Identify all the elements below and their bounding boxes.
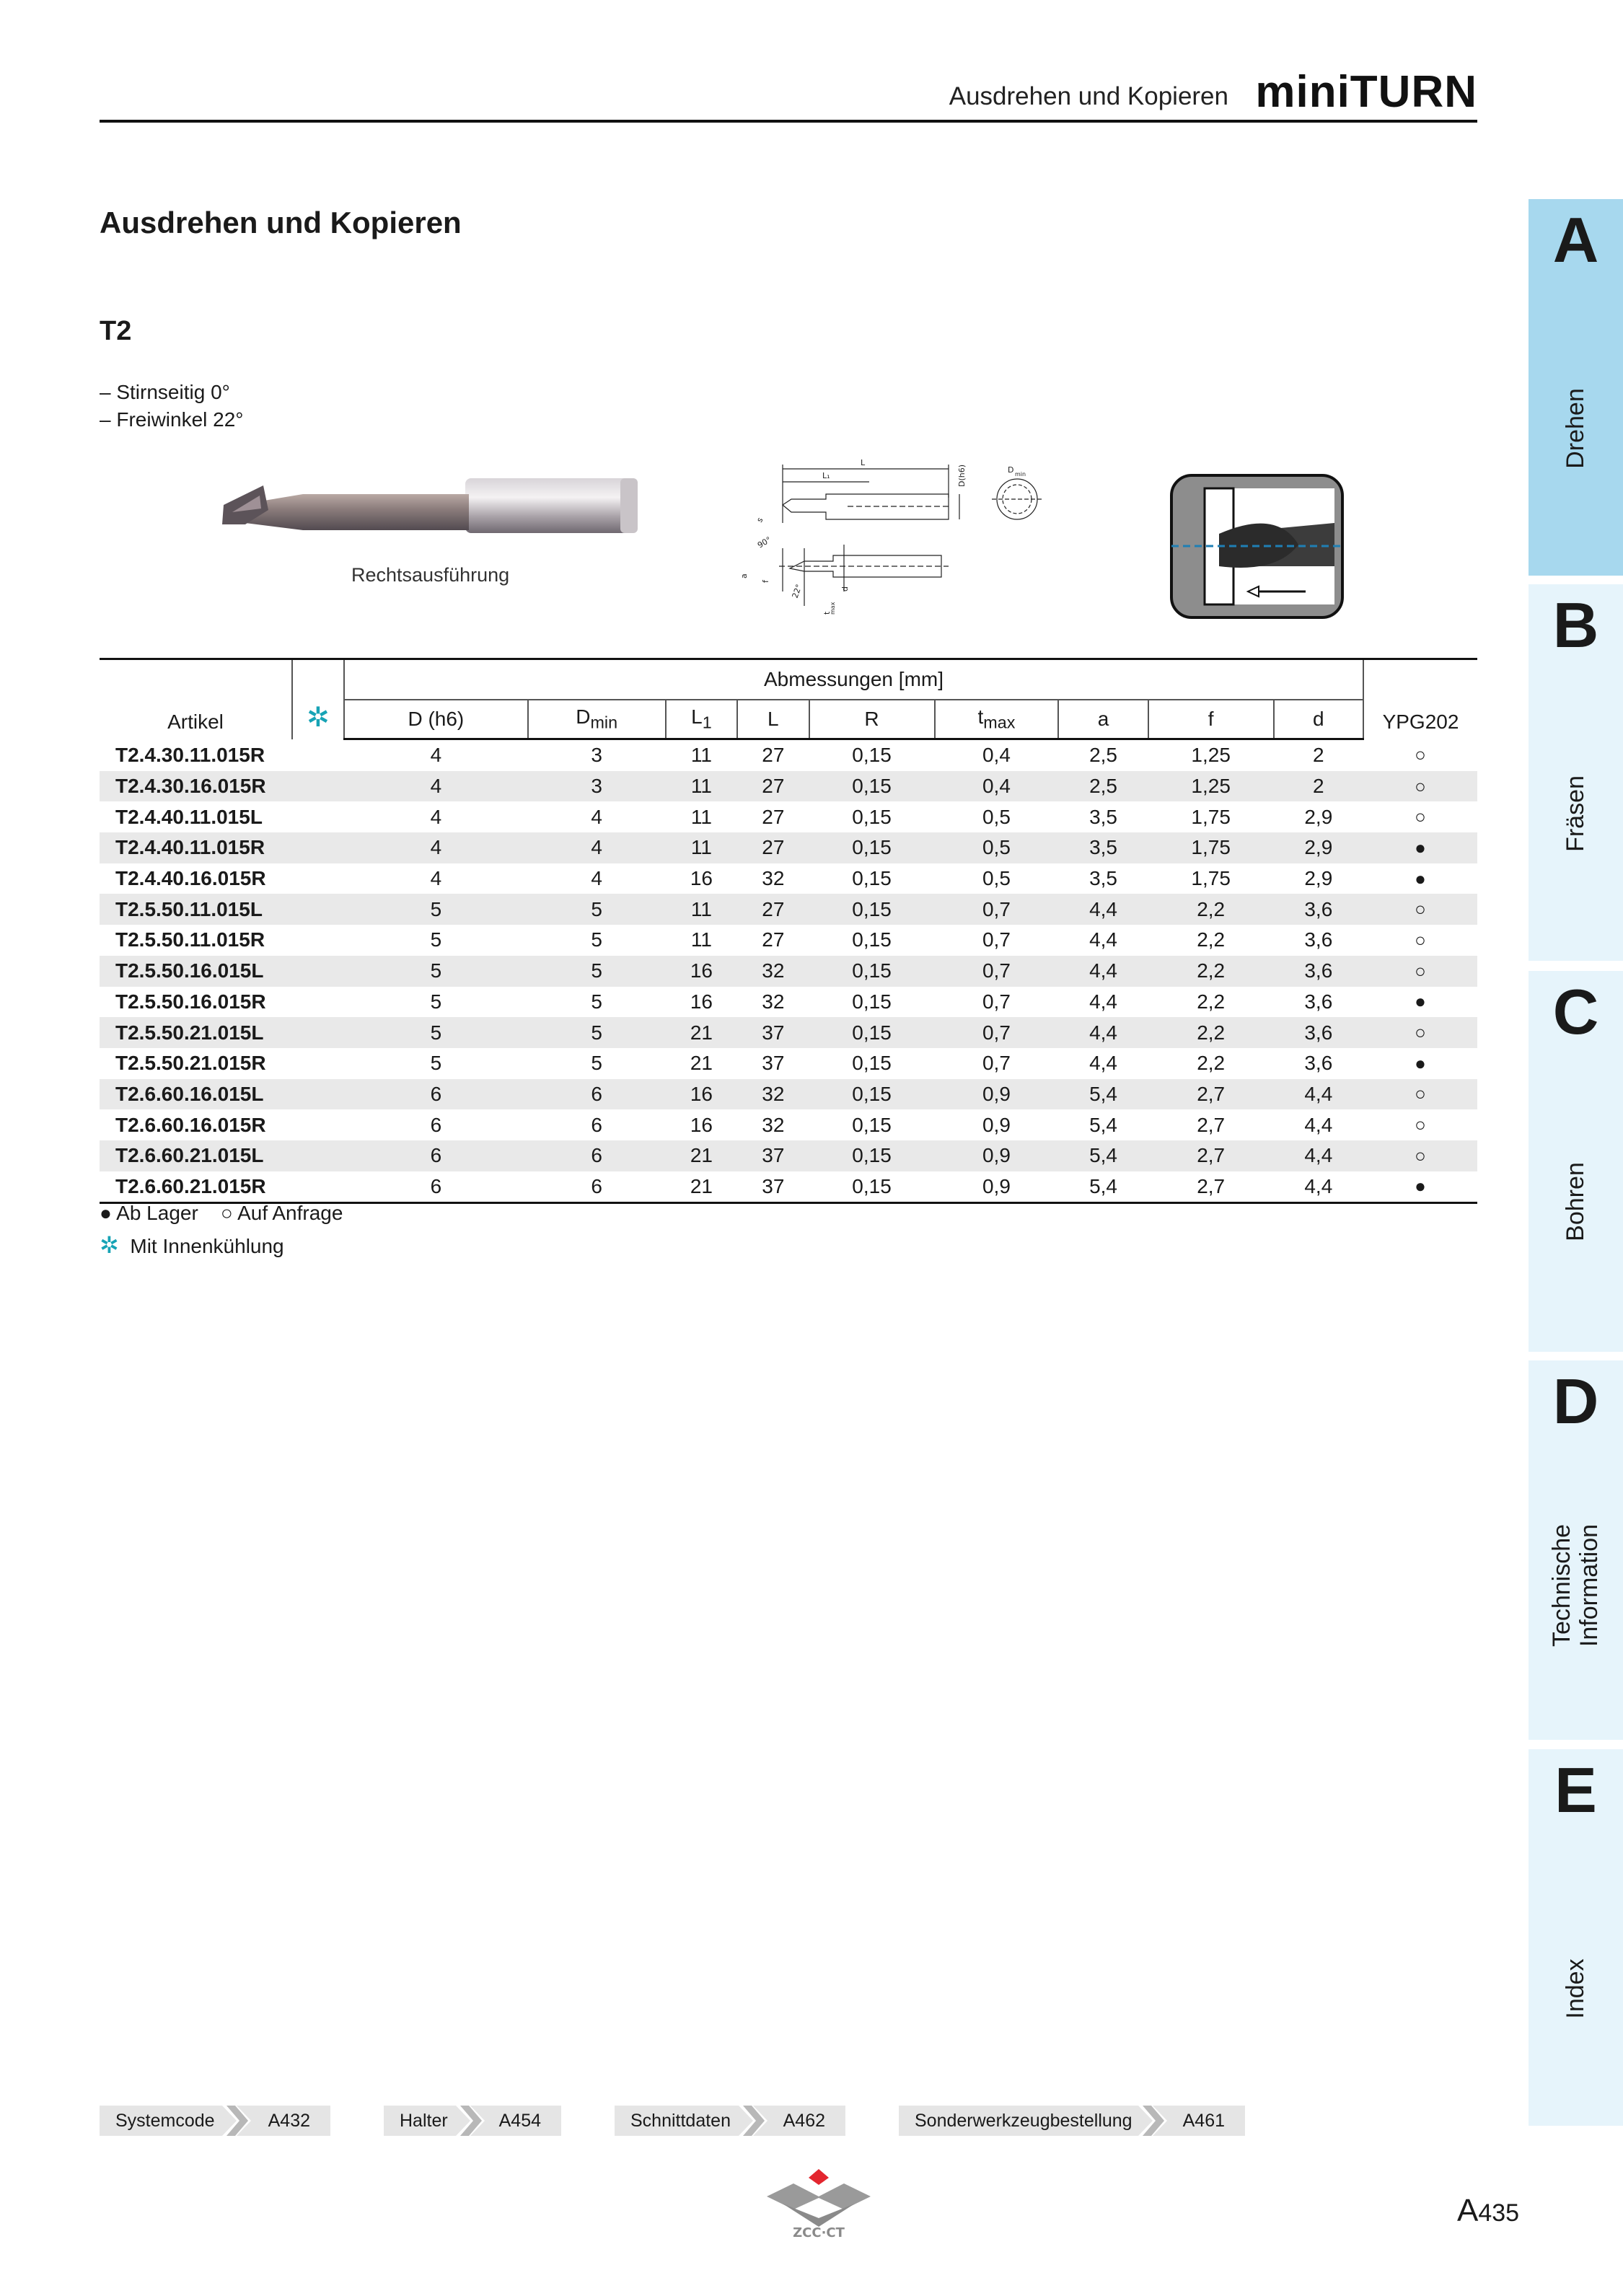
header-rule <box>100 120 1477 123</box>
cell-r: 0,15 <box>852 1113 892 1136</box>
cell-dmin: 5 <box>528 894 666 925</box>
cell-a: 3,5 <box>1089 867 1118 890</box>
dim-label-angle-90: 90° <box>756 535 773 550</box>
cell-dmin: 4 <box>528 832 666 863</box>
cell-a: 4,4 <box>1089 990 1118 1013</box>
coolant-star-icon: ✲ <box>307 702 330 733</box>
cell-a: 3,5 <box>1058 832 1148 863</box>
cell-f: 2,2 <box>1197 1052 1226 1075</box>
cell-cooling <box>292 771 344 802</box>
cell-cooling <box>292 1017 344 1048</box>
legend <box>100 1197 343 1262</box>
cell-cooling <box>292 801 344 832</box>
feature-item: – Freiwinkel 22° <box>100 408 244 431</box>
cell-d-h6: 6 <box>344 1140 528 1171</box>
cell-tmax: 0,4 <box>935 771 1059 802</box>
dim-label-s: s <box>755 516 765 524</box>
cell-ypg202: ○ <box>1363 1140 1477 1171</box>
cell-cooling <box>292 956 344 987</box>
cell-l1: 11 <box>690 928 712 951</box>
cell-tmax: 0,5 <box>935 832 1059 863</box>
page-number-value: 435 <box>1478 2199 1520 2227</box>
spec-table <box>100 658 1477 1204</box>
cell-l1: 21 <box>666 1017 737 1048</box>
product-code: T2 <box>100 316 132 346</box>
cell-a: 4,4 <box>1058 1017 1148 1048</box>
cell-cooling <box>292 1140 344 1171</box>
cell-dmin: 6 <box>528 1171 666 1203</box>
cell-d-h6: 4 <box>430 744 442 767</box>
cell-dmin: 3 <box>591 744 602 767</box>
cell-article: T2.4.40.11.015R <box>100 832 292 863</box>
tab-letter: C <box>1552 976 1599 1047</box>
cell-f: 1,75 <box>1191 805 1231 828</box>
cell-ypg202: ○ <box>1415 806 1426 828</box>
header-col-D-h6: D (h6) <box>344 700 528 739</box>
table-row <box>100 801 1477 832</box>
dim-label-L: L <box>861 458 866 467</box>
cell-d-h6: 4 <box>344 832 528 863</box>
cell-l: 27 <box>737 832 809 863</box>
cell-ypg202: ○ <box>1363 894 1477 925</box>
header-col-a: a <box>1058 700 1148 739</box>
legend-request-label: Auf Anfrage <box>237 1202 343 1224</box>
header-col-L: L <box>737 700 809 739</box>
cell-article: T2.5.50.21.015R <box>115 1052 266 1075</box>
cell-l1: 21 <box>690 1052 713 1075</box>
cell-article: T2.5.50.11.015R <box>115 928 265 951</box>
table-header-row <box>100 659 1477 700</box>
cell-r: 0,15 <box>809 832 935 863</box>
cell-tmax: 0,7 <box>982 928 1011 951</box>
header-article: Artikel <box>100 659 292 739</box>
table-row <box>100 1109 1477 1140</box>
cell-d: 2,9 <box>1304 805 1333 828</box>
cell-d-h6: 6 <box>430 1113 442 1136</box>
cell-d: 3,6 <box>1304 990 1333 1013</box>
cell-f: 2,7 <box>1148 1140 1274 1171</box>
cell-l1: 11 <box>666 832 737 863</box>
ref-label: Schnittdaten <box>630 2111 731 2131</box>
cell-l1: 21 <box>666 1140 737 1171</box>
cell-l: 37 <box>762 1052 785 1075</box>
tool-photo <box>216 472 649 559</box>
cell-a: 4,4 <box>1089 928 1118 951</box>
cell-d-h6: 5 <box>430 990 442 1013</box>
cell-article: T2.5.50.21.015L <box>100 1017 292 1048</box>
cell-l1: 16 <box>666 956 737 987</box>
cell-d-h6: 6 <box>344 1079 528 1110</box>
cell-d-h6: 4 <box>430 867 442 890</box>
cell-f: 1,75 <box>1148 832 1274 863</box>
cell-l1: 21 <box>666 1171 737 1203</box>
cell-dmin: 6 <box>528 1079 666 1110</box>
table-row <box>100 832 1477 863</box>
chevron-right-icon <box>739 2106 767 2136</box>
tab-label: Index <box>1562 1958 1589 2019</box>
cell-dmin: 5 <box>528 1017 666 1048</box>
cell-dmin: 3 <box>528 771 666 802</box>
coolant-star-icon: ✲ <box>100 1232 119 1258</box>
tab-letter: E <box>1554 1754 1597 1826</box>
cell-f: 2,2 <box>1197 928 1226 951</box>
cell-l1: 11 <box>690 744 712 767</box>
cell-r: 0,15 <box>809 1171 935 1203</box>
cell-tmax: 0,9 <box>935 1079 1059 1110</box>
cell-f: 2,7 <box>1148 1079 1274 1110</box>
ref-label: Systemcode <box>115 2111 215 2131</box>
cell-d: 2 <box>1313 744 1324 767</box>
legend-availability <box>100 1197 343 1229</box>
cell-r: 0,15 <box>809 771 935 802</box>
cell-dmin: 4 <box>591 805 602 828</box>
technical-drawing <box>739 454 1071 620</box>
cell-cooling <box>292 1079 344 1110</box>
feature-item: – Stirnseitig 0° <box>100 381 230 403</box>
dim-label-tmax-sub: max <box>830 602 836 615</box>
tab-letter: A <box>1552 204 1599 276</box>
cell-article: T2.6.60.16.015R <box>115 1113 266 1136</box>
cell-d: 3,6 <box>1304 928 1333 951</box>
cell-r: 0,15 <box>809 894 935 925</box>
cell-l: 27 <box>762 928 785 951</box>
tab-label: Bohren <box>1562 1162 1589 1241</box>
cell-a: 3,5 <box>1089 805 1118 828</box>
cell-l: 27 <box>737 771 809 802</box>
in-stock-icon: ● <box>100 1202 112 1224</box>
legend-cooling-label: Mit Innenkühlung <box>130 1235 284 1257</box>
table-row <box>100 739 1477 771</box>
cell-tmax: 0,7 <box>935 894 1059 925</box>
zcc-ct-logo <box>761 2160 876 2240</box>
cell-d: 3,6 <box>1274 1017 1363 1048</box>
cell-ypg202: ○ <box>1415 744 1426 766</box>
table-row <box>100 1140 1477 1171</box>
ref-page: A461 <box>1182 2111 1225 2131</box>
feature-list <box>100 379 244 434</box>
cell-ypg202: ○ <box>1415 928 1426 951</box>
cell-d: 3,6 <box>1274 956 1363 987</box>
cell-cooling <box>292 894 344 925</box>
cell-ypg202: ● <box>1363 832 1477 863</box>
cell-a: 4,4 <box>1058 956 1148 987</box>
cell-r: 0,15 <box>852 928 892 951</box>
cell-d: 2 <box>1274 771 1363 802</box>
cell-dmin: 6 <box>528 1140 666 1171</box>
cell-l: 32 <box>762 1113 785 1136</box>
cell-l1: 11 <box>690 805 712 828</box>
cell-l: 32 <box>762 867 785 890</box>
cell-ypg202: ● <box>1415 867 1426 889</box>
cell-ypg202: ○ <box>1363 956 1477 987</box>
side-tab-bohren[interactable] <box>1529 971 1623 1352</box>
cell-l: 32 <box>737 1079 809 1110</box>
cell-l: 37 <box>737 1017 809 1048</box>
cell-l: 27 <box>737 894 809 925</box>
cell-d-h6: 4 <box>430 805 442 828</box>
cell-cooling <box>292 925 344 956</box>
ref-link-sonderwerkzeugbestellung[interactable] <box>899 2106 1245 2136</box>
header-dimensions-group: Abmessungen [mm] <box>344 659 1363 700</box>
dim-label-Dmin: D <box>1008 465 1014 475</box>
table-body <box>100 739 1477 1203</box>
header-col-R: R <box>809 700 935 739</box>
cell-d: 4,4 <box>1304 1113 1333 1136</box>
cell-l1: 11 <box>666 771 737 802</box>
cell-ypg202: ○ <box>1363 1079 1477 1110</box>
cell-d-h6: 5 <box>344 894 528 925</box>
cell-d: 2,9 <box>1304 867 1333 890</box>
cell-a: 4,4 <box>1058 894 1148 925</box>
cell-r: 0,15 <box>809 1017 935 1048</box>
page-number-letter: A <box>1457 2193 1479 2228</box>
cell-tmax: 0,9 <box>982 1113 1011 1136</box>
cell-article: T2.4.40.16.015R <box>115 867 266 890</box>
cell-d-h6: 6 <box>344 1171 528 1203</box>
cell-cooling <box>292 987 344 1018</box>
table-row <box>100 1079 1477 1110</box>
cell-article: T2.5.50.16.015R <box>115 990 266 1013</box>
cell-l: 37 <box>737 1140 809 1171</box>
brand-title: miniTURN <box>1255 67 1477 117</box>
cell-article: T2.6.60.16.015L <box>100 1079 292 1110</box>
cell-d-h6: 5 <box>430 928 442 951</box>
dim-label-angle-22: 22° <box>790 583 804 600</box>
page-title: Ausdrehen und Kopieren <box>100 206 462 239</box>
tab-label: Fräsen <box>1562 775 1589 852</box>
cell-article: T2.5.50.11.015L <box>100 894 292 925</box>
cell-ypg202: ● <box>1415 1052 1426 1074</box>
table-row <box>100 956 1477 987</box>
ref-link-halter[interactable] <box>384 2106 561 2136</box>
dim-label-L1: L₁ <box>822 471 830 480</box>
cell-a: 5,4 <box>1089 1113 1118 1136</box>
table-row <box>100 894 1477 925</box>
cell-f: 2,2 <box>1148 956 1274 987</box>
cell-tmax: 0,4 <box>982 744 1011 767</box>
cell-d: 4,4 <box>1274 1140 1363 1171</box>
chevron-right-icon <box>1138 2106 1167 2136</box>
tab-label: Drehen <box>1562 388 1589 469</box>
table-row <box>100 925 1477 956</box>
cell-f: 1,75 <box>1191 867 1231 890</box>
side-tab-fraesen[interactable] <box>1529 584 1623 961</box>
cell-d-h6: 5 <box>430 1052 442 1075</box>
cell-l: 27 <box>762 744 785 767</box>
cell-d: 3,6 <box>1274 894 1363 925</box>
cell-l1: 11 <box>666 894 737 925</box>
dim-label-tmax: t <box>822 611 832 615</box>
cell-article: T2.4.30.16.015R <box>100 771 292 802</box>
on-request-icon: ○ <box>220 1202 233 1224</box>
cell-r: 0,15 <box>809 1079 935 1110</box>
cell-article: T2.4.40.11.015L <box>115 805 263 828</box>
cell-ypg202: ○ <box>1415 1114 1426 1136</box>
cell-r: 0,15 <box>809 1140 935 1171</box>
table-row <box>100 1017 1477 1048</box>
table-row <box>100 863 1477 894</box>
header-col-L1: $L_1$ <box>666 700 737 739</box>
cell-f: 2,2 <box>1148 894 1274 925</box>
table-row <box>100 987 1477 1018</box>
dim-label-d: d <box>840 586 850 591</box>
side-tab-drehen[interactable] <box>1529 199 1623 576</box>
cell-d: 2,9 <box>1274 832 1363 863</box>
ref-page: A454 <box>498 2111 541 2131</box>
cell-article: T2.6.60.21.015L <box>100 1140 292 1171</box>
dim-label-a: a <box>739 573 749 579</box>
logo-text: ZCC·CT <box>793 2225 845 2240</box>
cell-r: 0,15 <box>852 867 892 890</box>
cell-tmax: 0,7 <box>982 990 1011 1013</box>
header-grade: YPG202 <box>1363 659 1477 739</box>
cell-l1: 16 <box>690 867 713 890</box>
ref-label: Sonderwerkzeugbestellung <box>915 2111 1132 2131</box>
cell-l1: 16 <box>690 990 713 1013</box>
photo-caption: Rechtsausführung <box>351 564 510 586</box>
cell-cooling <box>292 863 344 894</box>
header-col-Dmin: $D_{min}$ <box>528 700 666 739</box>
dim-label-Dmin-sub: min <box>1015 471 1026 478</box>
cell-r: 0,15 <box>852 990 892 1013</box>
cell-d: 4,4 <box>1274 1171 1363 1203</box>
page-number <box>1457 2193 1519 2229</box>
cell-a: 2,5 <box>1058 771 1148 802</box>
cell-ypg202: ○ <box>1363 1017 1477 1048</box>
cell-l: 37 <box>737 1171 809 1203</box>
cell-d: 4,4 <box>1274 1079 1363 1110</box>
cell-f: 2,2 <box>1197 990 1226 1013</box>
cell-r: 0,15 <box>852 1052 892 1075</box>
cell-cooling <box>292 1048 344 1079</box>
cell-f: 2,7 <box>1148 1171 1274 1203</box>
cell-a: 5,4 <box>1058 1171 1148 1203</box>
cell-article: T2.4.30.11.015R <box>115 743 265 766</box>
cell-d-h6: 5 <box>344 1017 528 1048</box>
cell-r: 0,15 <box>809 956 935 987</box>
cell-dmin: 5 <box>591 928 602 951</box>
cell-dmin: 5 <box>591 1052 602 1075</box>
cell-l1: 16 <box>690 1113 713 1136</box>
cell-f: 1,25 <box>1148 771 1274 802</box>
ref-label: Halter <box>400 2111 448 2131</box>
header-col-f: f <box>1148 700 1274 739</box>
tab-letter: D <box>1552 1365 1599 1437</box>
table-row <box>100 1048 1477 1079</box>
cell-dmin: 4 <box>591 867 602 890</box>
cell-article: T2.6.60.21.015R <box>100 1171 292 1203</box>
cell-tmax: 0,5 <box>982 805 1011 828</box>
cell-f: 1,25 <box>1191 744 1231 767</box>
cell-cooling <box>292 739 344 771</box>
cell-f: 2,7 <box>1197 1113 1226 1136</box>
cell-ypg202: ○ <box>1363 771 1477 802</box>
dim-label-f: f <box>761 580 770 583</box>
cell-tmax: 0,9 <box>935 1171 1059 1203</box>
chevron-right-icon <box>456 2106 485 2136</box>
ref-link-schnittdaten[interactable] <box>615 2106 845 2136</box>
cell-dmin: 5 <box>591 990 602 1013</box>
cell-a: 4,4 <box>1089 1052 1118 1075</box>
header-subtitle: Ausdrehen und Kopieren <box>949 82 1228 110</box>
cell-tmax: 0,9 <box>935 1140 1059 1171</box>
tab-label: Technische Information <box>1548 1523 1603 1648</box>
ref-page: A462 <box>783 2111 825 2131</box>
cell-r: 0,15 <box>852 805 892 828</box>
cell-a: 2,5 <box>1089 744 1118 767</box>
side-tab-index[interactable] <box>1529 1749 1623 2126</box>
cell-f: 2,2 <box>1148 1017 1274 1048</box>
legend-stock-label: Ab Lager <box>116 1202 198 1224</box>
header-cooling <box>292 659 344 739</box>
cell-ypg202: ● <box>1363 1171 1477 1203</box>
cell-a: 5,4 <box>1058 1140 1148 1171</box>
cell-d-h6: 4 <box>344 771 528 802</box>
header-col-tmax: $t_{max}$ <box>935 700 1059 739</box>
cell-l: 32 <box>737 956 809 987</box>
cell-dmin: 5 <box>528 956 666 987</box>
tab-letter: B <box>1552 589 1599 661</box>
table-row <box>100 771 1477 802</box>
cell-l: 27 <box>762 805 785 828</box>
side-tab-technische-information[interactable] <box>1529 1360 1623 1740</box>
legend-cooling <box>100 1229 343 1262</box>
ref-link-systemcode[interactable] <box>100 2106 330 2136</box>
cell-tmax: 0,7 <box>935 956 1059 987</box>
cell-d-h6: 5 <box>344 956 528 987</box>
chevron-right-icon <box>222 2106 251 2136</box>
cell-ypg202: ● <box>1415 990 1426 1013</box>
dim-label-Dh6: D(h6) <box>957 464 967 487</box>
cell-a: 5,4 <box>1058 1079 1148 1110</box>
cell-l1: 16 <box>666 1079 737 1110</box>
cell-dmin: 6 <box>591 1113 602 1136</box>
cell-tmax: 0,5 <box>982 867 1011 890</box>
cell-d: 3,6 <box>1304 1052 1333 1075</box>
ref-page: A432 <box>268 2111 310 2131</box>
copy-turning-diagram <box>1169 472 1345 620</box>
cell-cooling <box>292 832 344 863</box>
header-col-d: d <box>1274 700 1363 739</box>
cell-r: 0,15 <box>852 744 892 767</box>
cell-article: T2.5.50.16.015L <box>100 956 292 987</box>
cell-l: 32 <box>762 990 785 1013</box>
cell-cooling <box>292 1109 344 1140</box>
cell-tmax: 0,7 <box>935 1017 1059 1048</box>
cell-tmax: 0,7 <box>982 1052 1011 1075</box>
